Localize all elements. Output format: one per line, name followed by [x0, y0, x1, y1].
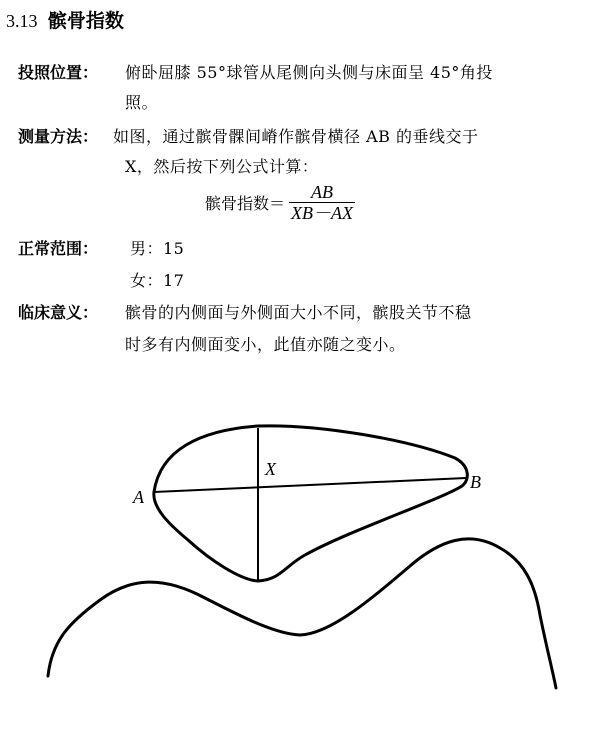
transverse-diameter-ab: [154, 478, 466, 492]
point-x-label: X: [265, 459, 276, 479]
point-a-label: A: [133, 487, 144, 507]
position-label: 投照位置：: [18, 63, 99, 82]
position-text-line1: 俯卧屈膝 55°球管从尾侧向头侧与床面呈 45°角投: [125, 63, 493, 82]
significance-text-line1: 髌骨的内侧面与外侧面大小不同，髌股关节不稳: [125, 303, 472, 322]
normal-range-label: 正常范围：: [18, 239, 99, 258]
formula-lhs: 髌骨指数＝: [205, 194, 286, 213]
femur-condyle-outline: [48, 539, 556, 688]
section-title: 髌骨指数: [47, 10, 124, 32]
formula-denominator: XB－AX: [291, 203, 353, 223]
normal-range-male: 男：15: [130, 239, 185, 258]
method-label: 测量方法：: [18, 127, 99, 146]
formula-numerator: AB: [311, 182, 333, 202]
significance-label: 临床意义：: [18, 303, 99, 322]
position-text-line2: 照。: [125, 93, 159, 112]
significance-text-line2: 时多有内侧面变小，此值亦随之变小。: [125, 335, 406, 354]
normal-range-female: 女：17: [130, 271, 185, 290]
method-text-line2: X，然后按下列公式计算：: [125, 157, 319, 176]
point-b-label: B: [470, 472, 481, 492]
method-text-line1: 如图，通过髌骨髁间嵴作髌骨横径 AB 的垂线交于: [113, 127, 479, 146]
section-number: 3.13: [6, 11, 38, 31]
